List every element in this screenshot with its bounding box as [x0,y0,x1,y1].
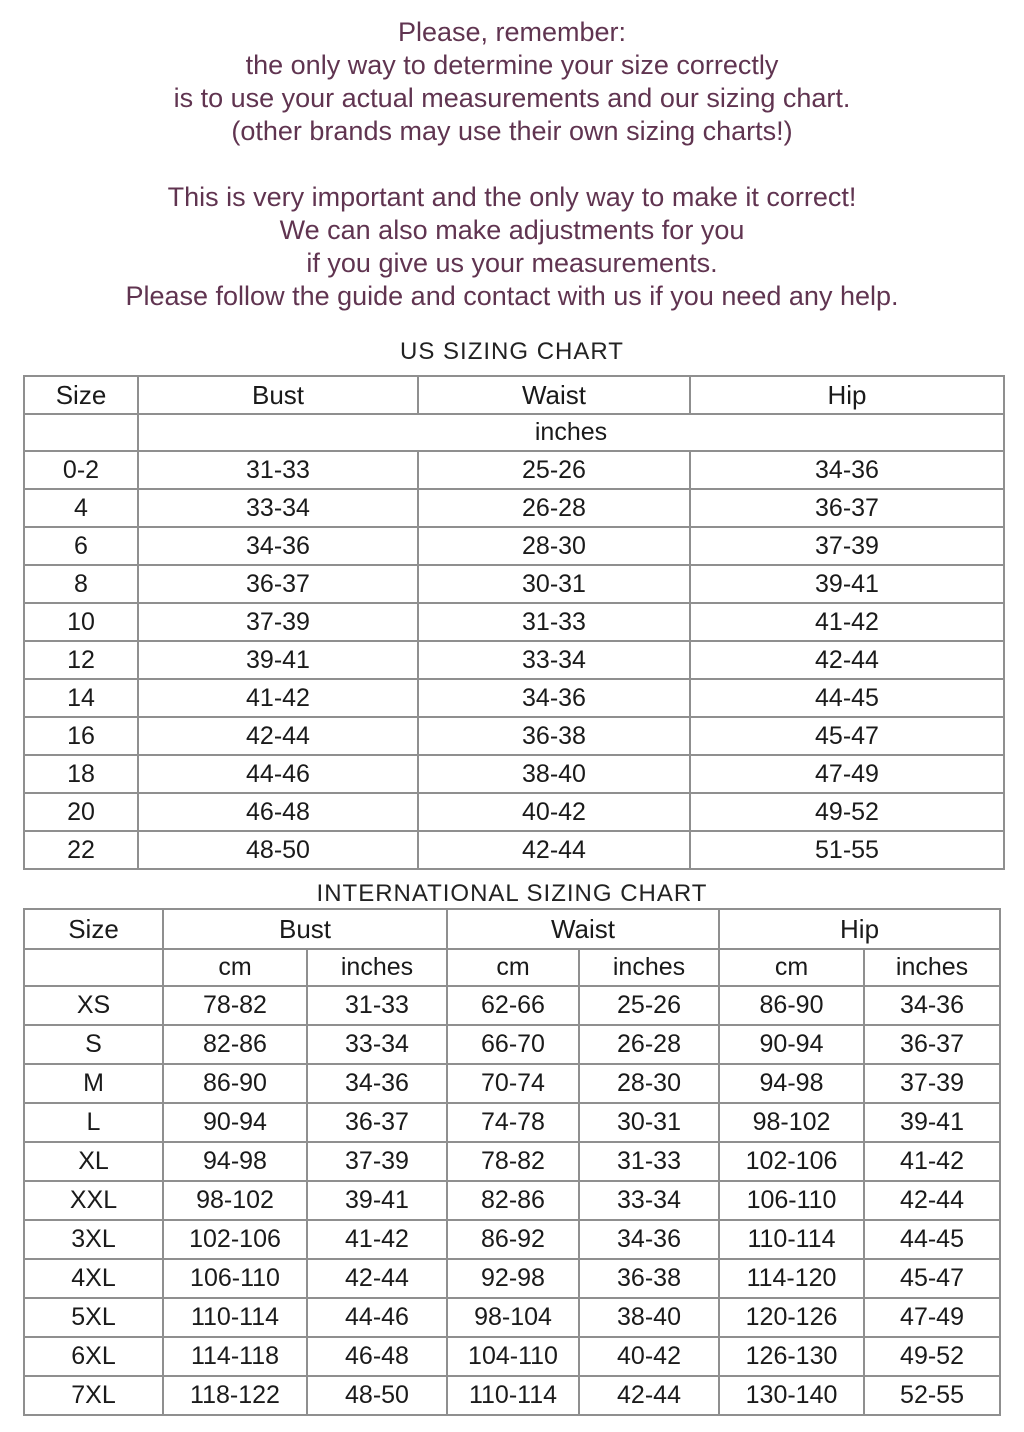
table-cell: 106-110 [719,1181,864,1220]
table-row [24,717,1004,755]
unit-label: inches [138,414,1004,451]
table-cell: 37-39 [138,603,418,641]
table-cell: 102-106 [163,1220,307,1259]
column-header-waist: Waist [447,909,719,949]
table-cell: 28-30 [579,1064,719,1103]
table-row [24,755,1004,793]
table-cell: 102-106 [719,1142,864,1181]
table-cell: 34-36 [418,679,690,717]
table-cell: XS [24,986,163,1025]
table-cell: 82-86 [447,1181,579,1220]
table-cell: 78-82 [163,986,307,1025]
unit-label-waist-cm: cm [447,949,579,986]
table-cell: 37-39 [690,527,1004,565]
table-row [24,1142,1000,1181]
table-header-row [24,909,1000,949]
table-cell: 38-40 [579,1298,719,1337]
table-cell: 130-140 [719,1376,864,1415]
table-row [24,1025,1000,1064]
table-cell: 41-42 [307,1220,447,1259]
table-cell: 47-49 [864,1298,1000,1337]
table-cell: 62-66 [447,986,579,1025]
table-cell: 3XL [24,1220,163,1259]
table-cell: 42-44 [307,1259,447,1298]
table-cell: 25-26 [418,451,690,489]
table-row [24,641,1004,679]
table-cell: 98-102 [719,1103,864,1142]
table-cell: 26-28 [418,489,690,527]
table-row [24,986,1000,1025]
table-cell: 86-92 [447,1220,579,1259]
table-cell: 33-34 [307,1025,447,1064]
unit-row [24,414,1004,451]
table-row [24,1337,1000,1376]
table-cell: 114-120 [719,1259,864,1298]
table-cell: 41-42 [864,1142,1000,1181]
table-header-row [24,376,1004,414]
table-cell: 110-114 [447,1376,579,1415]
table-cell: L [24,1103,163,1142]
international-sizing-table [23,908,1001,1416]
table-cell: 104-110 [447,1337,579,1376]
table-cell: 110-114 [719,1220,864,1259]
table-cell: 46-48 [138,793,418,831]
table-cell: 42-44 [579,1376,719,1415]
table-cell: 36-37 [138,565,418,603]
table-cell: 94-98 [163,1142,307,1181]
intro-line: (other brands may use their own sizing charts!) [231,116,793,146]
table-cell: 8 [24,565,138,603]
table-cell: 126-130 [719,1337,864,1376]
intro-line: We can also make adjustments for you [279,215,745,245]
table-cell: 46-48 [307,1337,447,1376]
intro-line: Please follow the guide and contact with us if you need any help. [125,281,899,311]
table-cell: 14 [24,679,138,717]
table-cell: 20 [24,793,138,831]
unit-label-waist-inches: inches [579,949,719,986]
table-cell: 7XL [24,1376,163,1415]
table-cell: 40-42 [579,1337,719,1376]
table-row [24,489,1004,527]
table-cell: 45-47 [864,1259,1000,1298]
table-cell: 34-36 [579,1220,719,1259]
table-cell: 90-94 [719,1025,864,1064]
table-cell: 0-2 [24,451,138,489]
table-cell: 98-104 [447,1298,579,1337]
table-cell: 36-38 [579,1259,719,1298]
table-cell: 98-102 [163,1181,307,1220]
intro-blank-line [0,148,1024,181]
table-cell: 33-34 [418,641,690,679]
table-row [24,527,1004,565]
table-cell: 49-52 [690,793,1004,831]
column-header-waist: Waist [418,376,690,414]
table-cell: 18 [24,755,138,793]
international-chart-title: INTERNATIONAL SIZING CHART [316,880,708,907]
table-cell: 39-41 [138,641,418,679]
table-cell: 120-126 [719,1298,864,1337]
table-cell: 26-28 [579,1025,719,1064]
intro-line: Please, remember: [397,17,627,47]
us-chart-title: US SIZING CHART [400,338,624,365]
table-cell: 74-78 [447,1103,579,1142]
us-sizing-table [23,375,1005,870]
table-cell: S [24,1025,163,1064]
table-cell: 90-94 [163,1103,307,1142]
table-cell: M [24,1064,163,1103]
column-header-size: Size [24,909,163,949]
table-cell: 52-55 [864,1376,1000,1415]
table-cell: 45-47 [690,717,1004,755]
table-cell: 94-98 [719,1064,864,1103]
table-cell: 30-31 [579,1103,719,1142]
intro-line: the only way to determine your size correctly [245,50,779,80]
table-cell: 39-41 [864,1103,1000,1142]
intro-line: if you give us your measurements. [306,248,718,278]
table-cell: 41-42 [690,603,1004,641]
unit-label-bust-cm: cm [163,949,307,986]
unit-label-bust-inches: inches [307,949,447,986]
table-cell: 70-74 [447,1064,579,1103]
intro-paragraph [0,16,1024,313]
us-table-body [24,451,1004,869]
table-cell: 37-39 [307,1142,447,1181]
table-cell: 34-36 [138,527,418,565]
table-row [24,451,1004,489]
table-cell: 39-41 [690,565,1004,603]
table-cell: 114-118 [163,1337,307,1376]
table-row [24,1376,1000,1415]
table-cell: 37-39 [864,1064,1000,1103]
table-cell: 106-110 [163,1259,307,1298]
unit-label-hip-inches: inches [864,949,1000,986]
table-cell: 31-33 [579,1142,719,1181]
table-cell: 86-90 [719,986,864,1025]
table-cell: 31-33 [307,986,447,1025]
table-cell: 33-34 [579,1181,719,1220]
table-row [24,603,1004,641]
table-cell: 33-34 [138,489,418,527]
column-header-bust: Bust [138,376,418,414]
table-cell: 42-44 [418,831,690,869]
table-cell: 82-86 [163,1025,307,1064]
table-cell: 86-90 [163,1064,307,1103]
table-cell: 49-52 [864,1337,1000,1376]
table-cell: 4 [24,489,138,527]
table-cell: 16 [24,717,138,755]
table-row [24,1181,1000,1220]
international-table-body [24,986,1000,1415]
table-cell: 4XL [24,1259,163,1298]
table-row [24,1103,1000,1142]
table-cell: 36-37 [690,489,1004,527]
table-cell: 41-42 [138,679,418,717]
table-cell: 5XL [24,1298,163,1337]
table-cell: 36-38 [418,717,690,755]
table-cell: 44-46 [307,1298,447,1337]
table-cell: 22 [24,831,138,869]
table-cell: 36-37 [307,1103,447,1142]
table-cell: 38-40 [418,755,690,793]
intro-line: is to use your actual measurements and our sizing chart. [173,83,851,113]
table-row [24,831,1004,869]
table-row [24,1220,1000,1259]
table-cell: 42-44 [864,1181,1000,1220]
table-cell: 34-36 [690,451,1004,489]
table-cell: 66-70 [447,1025,579,1064]
table-cell: 44-45 [690,679,1004,717]
table-cell: 30-31 [418,565,690,603]
table-row [24,793,1004,831]
table-cell: 92-98 [447,1259,579,1298]
table-row [24,1298,1000,1337]
unit-row [24,949,1000,986]
table-cell: 39-41 [307,1181,447,1220]
table-cell: 31-33 [418,603,690,641]
table-row [24,1064,1000,1103]
table-row [24,565,1004,603]
table-cell: 34-36 [307,1064,447,1103]
table-cell: 6 [24,527,138,565]
table-row [24,679,1004,717]
column-header-size: Size [24,376,138,414]
table-cell: 44-46 [138,755,418,793]
column-header-bust: Bust [163,909,447,949]
table-cell: 34-36 [864,986,1000,1025]
table-cell: 6XL [24,1337,163,1376]
unit-label-hip-cm: cm [719,949,864,986]
table-cell: 25-26 [579,986,719,1025]
table-cell: 42-44 [690,641,1004,679]
empty-cell [24,949,163,986]
table-cell: 51-55 [690,831,1004,869]
table-cell: 31-33 [138,451,418,489]
table-cell: 44-45 [864,1220,1000,1259]
table-cell: 110-114 [163,1298,307,1337]
table-cell: 10 [24,603,138,641]
table-cell: 42-44 [138,717,418,755]
table-cell: 28-30 [418,527,690,565]
table-row [24,1259,1000,1298]
table-cell: 36-37 [864,1025,1000,1064]
table-cell: 40-42 [418,793,690,831]
table-cell: XL [24,1142,163,1181]
table-cell: 48-50 [307,1376,447,1415]
column-header-hip: Hip [719,909,1000,949]
table-cell: 47-49 [690,755,1004,793]
table-cell: XXL [24,1181,163,1220]
table-cell: 78-82 [447,1142,579,1181]
column-header-hip: Hip [690,376,1004,414]
table-cell: 118-122 [163,1376,307,1415]
table-cell: 48-50 [138,831,418,869]
empty-cell [24,414,138,451]
intro-line: This is very important and the only way to make it correct! [167,182,857,212]
table-cell: 12 [24,641,138,679]
